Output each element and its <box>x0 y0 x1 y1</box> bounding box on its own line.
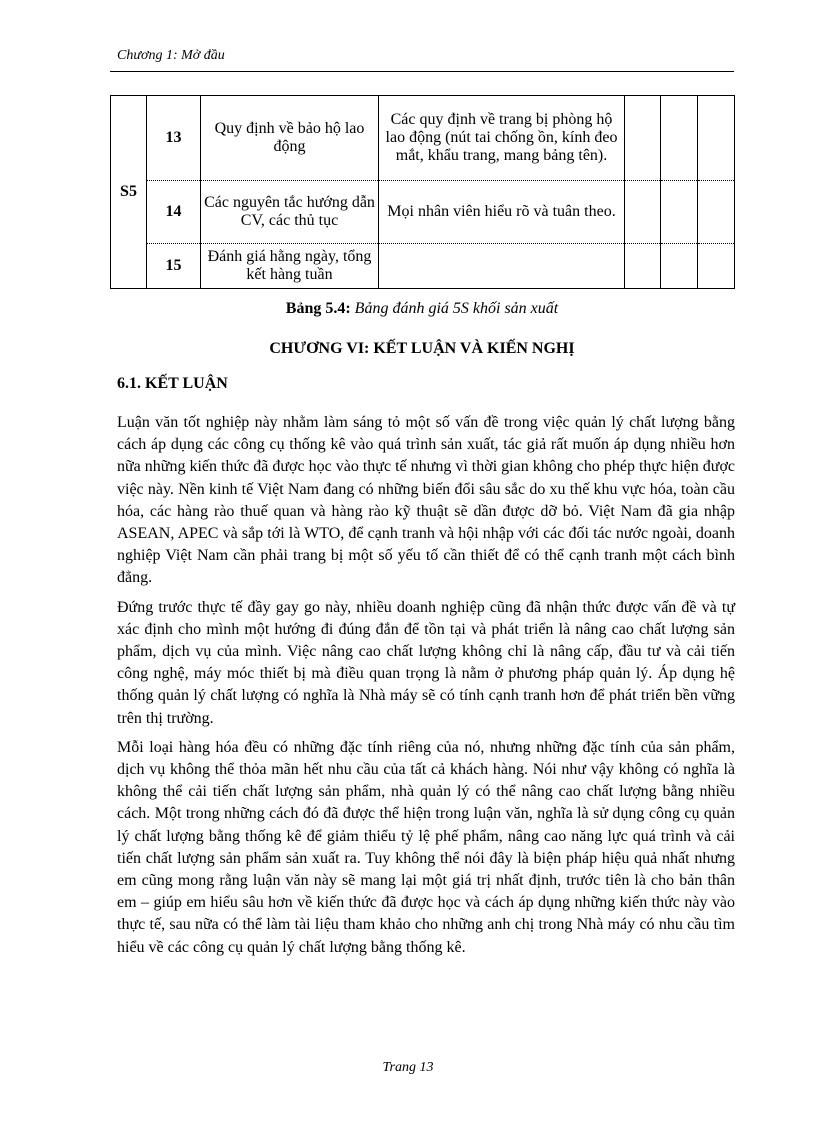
row-number: 14 <box>147 181 201 244</box>
table-row <box>111 244 735 289</box>
score-cell <box>625 96 661 181</box>
score-cell <box>698 181 735 244</box>
body-text <box>117 412 735 966</box>
row-requirement: Các quy định về trang bị phòng hộ lao động (nút tai chống ồn, kính đeo mắt, khẩu trang, mang bảng tên). <box>379 96 625 181</box>
score-cell <box>661 244 698 289</box>
score-cell <box>661 96 698 181</box>
page-footer: Trang 13 <box>382 1060 434 1075</box>
table-caption <box>110 300 734 318</box>
row-item: Các nguyên tắc hướng dẫn CV, các thủ tục <box>201 181 379 244</box>
score-cell <box>698 96 735 181</box>
score-cell <box>661 181 698 244</box>
score-cell <box>625 181 661 244</box>
row-item: Đánh giá hằng ngày, tổng kết hàng tuần <box>201 244 379 289</box>
paragraph: Luận văn tốt nghiệp này nhằm làm sáng tỏ một số vấn đề trong việc quản lý chất lượng bằng cách áp dụng các công cụ thống kê vào quá trình sản xuất, tác giả rất muốn áp dụng nhiều hơn nữa những kiến thức đã được học vào thực tế nhưng vì thời gian không cho phép thực hiện được việc này. Nền kinh tế Việt Nam đang có những biến đổi sâu sắc do xu thế khu vực hóa, toàn cầu hóa, các hàng rào thuế quan và hàng rào kỹ thuật sẽ dần được dỡ bỏ. Việt Nam đã gia nhập ASEAN, APEC và sắp tới là WTO, để cạnh tranh và hội nhập với các đối tác nước ngoài, doanh nghiệp Việt Nam cần phải trang bị một số yếu tố cần thiết để có thể cạnh tranh một cách bình đẳng. <box>117 414 735 587</box>
chapter-title: CHƯƠNG VI: KẾT LUẬN VÀ KIẾN NGHỊ <box>269 340 575 357</box>
row-item: Quy định về bảo hộ lao động <box>201 96 379 181</box>
row-requirement: Mọi nhân viên hiểu rõ và tuân theo. <box>379 181 625 244</box>
group-cell: S5 <box>111 96 147 289</box>
header-divider <box>110 71 734 72</box>
evaluation-table <box>110 95 735 289</box>
score-cell <box>625 244 661 289</box>
section-title: 6.1. KẾT LUẬN <box>117 375 228 392</box>
caption-label: Bảng 5.4: <box>285 300 351 317</box>
table-row <box>111 181 735 244</box>
table-row <box>111 96 735 181</box>
paragraph: Đứng trước thực tế đầy gay go này, nhiều doanh nghiệp cũng đã nhận thức được vấn đề và tự xác định cho mình một hướng đi đúng đắn để tồn tại và phát triển là nâng cao chất lượng sản phẩm, dịch vụ của mình. Việc nâng cao chất lượng không chỉ là nâng cấp, đầu tư và cải tiến công nghệ, máy móc thiết bị mà điều quan trọng là nằm ở phương pháp quản lý. Áp dụng hệ thống quản lý chất lượng có nghĩa là Nhà máy sẽ có tính cạnh tranh hơn để phát triển bền vững trên thị trường. <box>117 598 735 727</box>
row-number: 13 <box>147 96 201 181</box>
score-cell <box>698 244 735 289</box>
caption-text: Bảng đánh giá 5S khối sản xuất <box>354 300 559 317</box>
paragraph: Mỗi loại hàng hóa đều có những đặc tính riêng của nó, nhưng những đặc tính của sản phẩm, dịch vụ không thể thỏa mãn hết nhu cầu của tất cả khách hàng. Nói như vậy không có nghĩa là không thể cải tiến chất lượng sản phẩm, nhà quản lý có thể nâng cao chất lượng bằng nhiều cách. Một trong những cách đó đã được thể hiện trong luận văn, nghĩa là sử dụng công cụ quản lý chất lượng bằng thống kê để giảm thiểu tỷ lệ phế phẩm, nâng cao năng lực quá trình và cải tiến chất lượng sản phẩm sản xuất ra. Tuy không thể nói đây là biện pháp hiệu quả nhất nhưng em cũng mong rằng luận văn này sẽ mang lại một giá trị nhất định, trước tiên là cho bản thân em – giúp em hiểu sâu hơn về kiến thức đã được học và cách áp dụng những kiến thức này vào thực tế, sau nữa có thể làm tài liệu tham khảo cho những anh chị trong Nhà máy có nhu cầu tìm hiểu về các công cụ quản lý chất lượng bằng thống kê. <box>117 738 735 956</box>
row-number: 15 <box>147 244 201 289</box>
row-requirement <box>379 244 625 289</box>
page-header: Chương 1: Mở đầu <box>117 48 225 63</box>
